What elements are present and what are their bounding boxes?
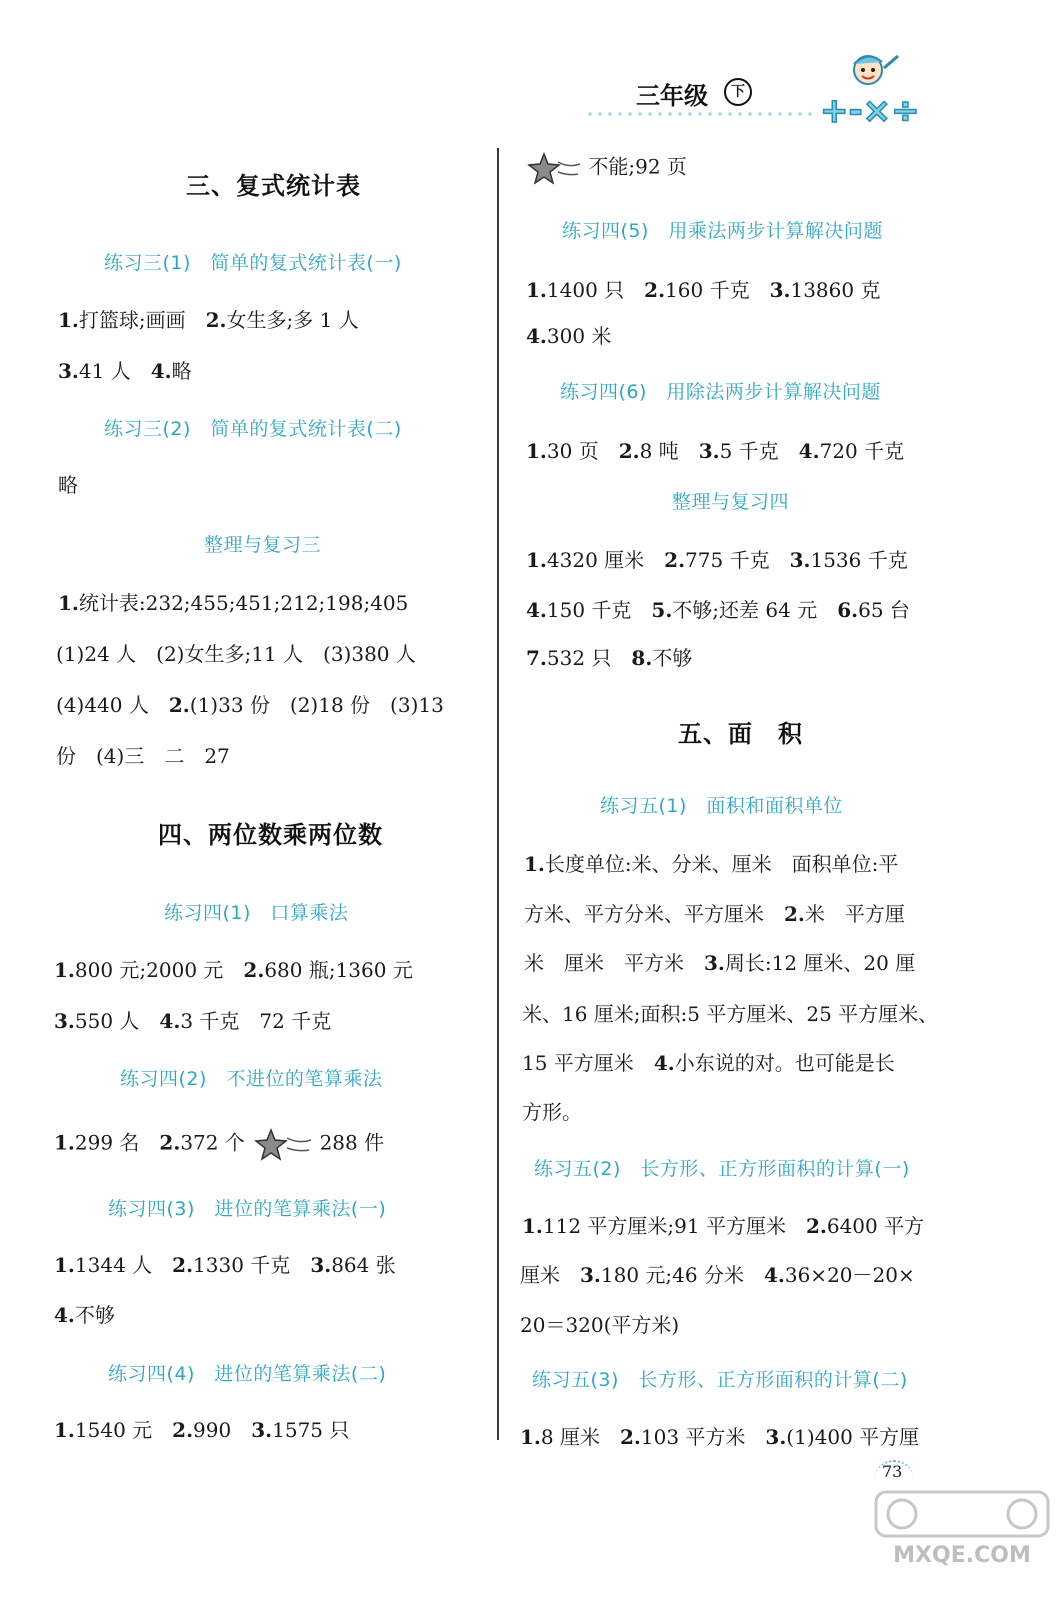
answer-line: 份 (4)三 二 27: [56, 744, 230, 768]
watermark-logo: [872, 1488, 1052, 1568]
answer-line: 1.30 页 2.8 吨 3.5 千克 4.720 千克: [526, 439, 905, 463]
answer-line: 1.打篮球;画画 2.女生多;多 1 人: [58, 308, 359, 332]
answer-line: 1.8 厘米 2.103 平方米 3.(1)400 平方厘: [520, 1425, 920, 1449]
review-4-title: 整理与复习四: [672, 491, 790, 513]
practice-3-2-title: 练习三(2) 简单的复式统计表(二): [104, 418, 402, 440]
mascot-logo: [818, 48, 944, 128]
svg-text:+-×÷: +-×÷: [820, 91, 920, 128]
practice-5-1-title: 练习五(1) 面积和面积单位: [600, 795, 843, 817]
practice-3-1-title: 练习三(1) 简单的复式统计表(一): [104, 252, 402, 274]
practice-5-2-title: 练习五(2) 长方形、正方形面积的计算(一): [534, 1158, 910, 1180]
watermark-text: MXQE.COM: [893, 1543, 1031, 1568]
section-3-title: 三、复式统计表: [186, 172, 361, 200]
practice-4-2-title: 练习四(2) 不进位的笔算乘法: [120, 1068, 383, 1090]
answer-line: 略: [58, 473, 78, 497]
practice-5-3-title: 练习五(3) 长方形、正方形面积的计算(二): [532, 1369, 908, 1391]
answer-line: 15 平方厘米 4.小东说的对。也可能是长: [522, 1051, 895, 1075]
section-4-title: 四、两位数乘两位数: [158, 821, 383, 849]
answer-line: 4.不够: [54, 1303, 115, 1327]
answer-line: 4.150 千克 5.不够;还差 64 元 6.65 台: [526, 598, 910, 622]
answer-line: 1.112 平方厘米;91 平方厘米 2.6400 平方: [522, 1214, 925, 1238]
review-3-title: 整理与复习三: [204, 534, 322, 556]
answer-line: 方米、平方分米、平方厘米 2.米 平方厘: [524, 902, 905, 926]
answer-line: 1.长度单位:米、分米、厘米 面积单位:平: [524, 852, 899, 876]
answer-line: 3.41 人 4.略: [58, 359, 192, 383]
answer-line: 1.299 名 2.372 个 288 件: [54, 1126, 384, 1162]
practice-4-6-title: 练习四(6) 用除法两步计算解决问题: [560, 381, 881, 403]
practice-4-5-title: 练习四(5) 用乘法两步计算解决问题: [562, 220, 883, 242]
answer-line: (4)440 人 2.(1)33 份 (2)18 份 (3)13: [56, 693, 444, 717]
answer-line: (1)24 人 (2)女生多;11 人 (3)380 人: [56, 642, 416, 666]
answer-line: 1.800 元;2000 元 2.680 瓶;1360 元: [54, 958, 413, 982]
practice-4-1-title: 练习四(1) 口算乘法: [164, 902, 349, 924]
answer-line: 1.1540 元 2.990 3.1575 只: [54, 1418, 350, 1442]
answer-line: 1.统计表:232;455;451;212;198;405: [58, 591, 409, 615]
column-divider: [497, 148, 499, 1440]
practice-4-4-title: 练习四(4) 进位的笔算乘法(二): [108, 1363, 387, 1385]
answer-line: 厘米 3.180 元;46 分米 4.36×20－20×: [520, 1263, 915, 1287]
header-dots: [585, 111, 815, 117]
star-icon: [524, 150, 582, 186]
answer-line: 米、16 厘米;面积:5 平方厘米、25 平方厘米、: [522, 1002, 939, 1026]
section-5-title: 五、面 积: [678, 720, 803, 748]
answer-line: 20＝320(平方米): [520, 1313, 680, 1337]
answer-line: 4.300 米: [526, 324, 612, 348]
answer-line: 方形。: [522, 1100, 582, 1124]
answer-line: 3.550 人 4.3 千克 72 千克: [54, 1009, 332, 1033]
answer-line: 不能;92 页: [524, 150, 687, 186]
answer-line: 1.4320 厘米 2.775 千克 3.1536 千克: [526, 548, 908, 572]
volume-badge: 下: [724, 78, 752, 106]
star-icon: [251, 1126, 313, 1162]
practice-4-3-title: 练习四(3) 进位的笔算乘法(一): [108, 1198, 387, 1220]
answer-line: 1.1344 人 2.1330 千克 3.864 张: [54, 1253, 396, 1277]
answer-line: 1.1400 只 2.160 千克 3.13860 克: [526, 278, 881, 302]
grade-title: 三年级: [636, 82, 708, 110]
page-number: 73: [882, 1462, 903, 1481]
answer-line: 米 厘米 平方米 3.周长:12 厘米、20 厘: [524, 951, 916, 975]
answer-line: 7.532 只 8.不够: [526, 646, 693, 670]
